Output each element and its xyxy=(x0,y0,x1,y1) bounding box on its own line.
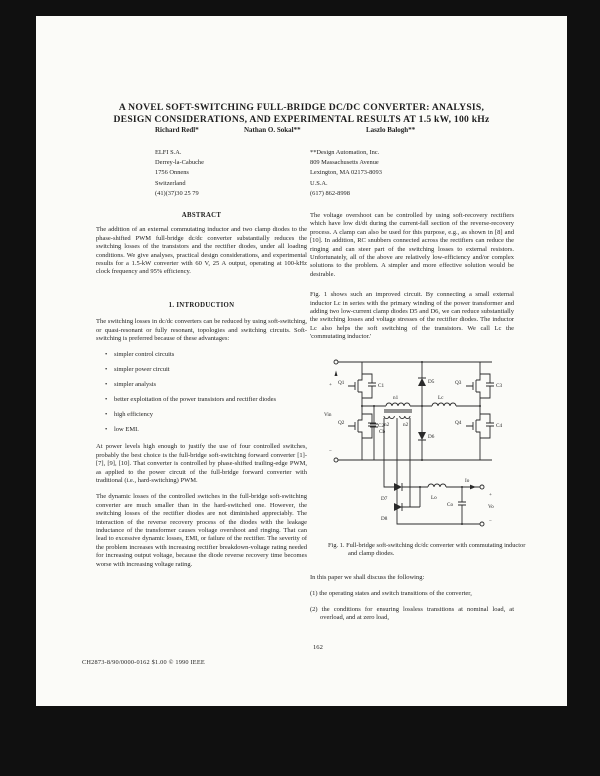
label-n2b: n2 xyxy=(403,422,409,428)
label-q2: Q2 xyxy=(338,420,345,426)
affiliation-line: 809 Massachusetts Avenue xyxy=(310,159,379,167)
affiliation-line: Lexington, MA 02173-8093 xyxy=(310,169,382,177)
intro-paragraph: The switching losses in dc/dc converters can be reduced by using soft-switching, or quasi-resonant or fully resonant, topologies and switching circuits. Soft-switching is preferred because of these advantages: xyxy=(96,318,307,343)
discussion-item: (2) the conditions for ensuring lossless transitions at nominal load, at overload, and at zero load, xyxy=(310,605,514,622)
intro-paragraph: The dynamic losses of the controlled switches in the full-bridge soft-switching converter are much smaller than in the hard-switched one. However, the switching losses of the rectifier diodes are not diminished appreciably. The interaction of the reverse recovery process of the diodes with the leakage inductance of the transformer causes voltage overshoot and ringing. That can lead to excessive dynamic losses, EMI, or failure of the rectifier. The severity of the problem increases with increasing rectifier breakdown-voltage rating needed for increasing output voltage, because the diode reverse recovery time becomes worse with increasing voltage rating. xyxy=(96,493,307,568)
label-c2: C2 xyxy=(378,423,385,429)
label-out-minus: − xyxy=(489,518,492,524)
diode-symbols xyxy=(335,371,477,512)
label-d8: D8 xyxy=(381,516,388,522)
bullet-item: • simpler power circuit xyxy=(114,366,307,374)
label-in-plus: + xyxy=(329,382,332,388)
wires-and-components xyxy=(336,362,494,524)
label-cb: Cb xyxy=(379,429,386,435)
paper-title-line1: A NOVEL SOFT-SWITCHING FULL-BRIDGE DC/DC CONVERTER: ANALYSIS, xyxy=(118,102,485,113)
label-in-minus: − xyxy=(329,448,332,454)
body-paragraph: Fig. 1 shows such an improved circuit. By connecting a small external inductor Lc in series with the primary winding of the power transformer and adding two low-current clamp diodes D5 and D6, we can reduce substantially the switching losses and voltage stresses of the rectifier diodes. The inductor Lc also helps the soft switching of the transistors. We call Lc the 'commutating inductor.' xyxy=(310,291,514,341)
label-q1: Q1 xyxy=(338,380,345,386)
affiliation-line: ELFI S.A. xyxy=(155,149,182,156)
advantages-bullet-list xyxy=(102,351,307,434)
paper-title-line2: DESIGN CONSIDERATIONS, AND EXPERIMENTAL RESULTS AT 1.5 kW, 100 kHz xyxy=(113,114,490,125)
label-n1: n1 xyxy=(393,395,399,401)
affiliation-line: U.S.A. xyxy=(310,179,328,187)
bullet-item: • simpler control circuits xyxy=(114,351,307,359)
intro-paragraph: At power levels high enough to justify the use of four controlled switches, probably the best choice is the full-bridge soft-switching forward converter [1]-[7], [9], [10]. That converter is controlled by phase-shifted trailing-edge PWM, as applied to the power circuit of the full-bridge forward converter with traditional (i.e., hard-switching) PWM. xyxy=(96,443,307,485)
label-c1: C1 xyxy=(378,383,385,389)
inductor-coils xyxy=(384,403,456,487)
figure-labels xyxy=(324,379,502,524)
abstract-heading: ABSTRACT xyxy=(181,212,222,219)
figure-1-schematic xyxy=(324,352,510,542)
introduction-heading: 1. INTRODUCTION xyxy=(168,301,235,309)
paper-sheet xyxy=(36,16,567,706)
label-io: Io xyxy=(465,478,470,484)
label-vin: Vin xyxy=(324,412,332,418)
label-c4: C4 xyxy=(496,423,503,429)
affiliation-right xyxy=(310,148,382,199)
affiliation-line: **Design Automation, Inc. xyxy=(310,149,380,156)
affiliation-line: (41)(37)30 25 79 xyxy=(155,189,199,197)
label-d5: D5 xyxy=(428,379,435,385)
body-paragraph: The voltage overshoot can be controlled by using soft-recovery rectifiers which have low di/dt during the current-fall section of the reverse-recovery process. A clamp can also be used for this purpose, e.g., as shown in [8] and [10]. In addition, RC snubbers connected across the rectifiers can reduce the ringing and can steer part of the switching losses to external resistors. Unfortunately, all of the above are relatively low-efficiency and/or complex solutions to the problem. A simpler and more effective solution would be desirable. xyxy=(310,212,514,278)
author-name: Richard Redl* xyxy=(155,126,199,134)
abstract-text: The addition of an external commutating inductor and two clamp diodes to the phase-shifted PWM full-bridge dc/dc converter substantially reduces the switching losses of the transistors and the rectifier diodes, under all loading conditions. We give analyses, practical design considerations, and experimental results for a 1.5-kW converter with 60 V, 25 A output, operating at 100-kHz clock frequency and 95% efficiency. xyxy=(96,226,307,276)
right-column xyxy=(310,212,514,342)
label-q3: Q3 xyxy=(455,380,462,386)
page-number: 162 xyxy=(313,644,323,651)
affiliation-left xyxy=(155,148,204,199)
label-lo: Lo xyxy=(431,495,437,501)
label-d6: D6 xyxy=(428,434,435,440)
bullet-item: • simpler analysis xyxy=(114,381,307,389)
discussion-item: (1) the operating states and switch transitions of the converter, xyxy=(310,590,472,598)
affiliation-line: (617) 862-8998 xyxy=(310,189,350,197)
circuit-wires xyxy=(334,360,494,526)
label-d7: D7 xyxy=(381,496,388,502)
bullet-item: • better exploitation of the power transistors and rectifier diodes xyxy=(114,396,307,404)
left-column xyxy=(96,212,307,569)
label-out-plus: + xyxy=(489,492,492,498)
discussion-block xyxy=(310,574,514,623)
label-lc: Lc xyxy=(438,395,444,401)
bullet-item: • low EMI. xyxy=(114,426,307,434)
label-q4: Q4 xyxy=(455,420,462,426)
label-c3: C3 xyxy=(496,383,503,389)
footer-copyright: CH2873-8/90/0000-0162 $1.00 © 1990 IEEE xyxy=(82,659,205,666)
terminal-circles xyxy=(334,360,484,526)
author-name: Nathan O. Sokal** xyxy=(244,126,301,134)
affiliation-line: 1756 Onnens xyxy=(155,169,189,177)
bullet-item: • high efficiency xyxy=(114,411,307,419)
figure-caption: Fig. 1. Full-bridge soft-switching dc/dc converter with commutating inductor and clamp diodes. xyxy=(328,542,526,558)
label-n2a: n2 xyxy=(384,422,390,428)
affiliation-line: Derrey-la-Cabuche xyxy=(155,159,204,167)
author-name: Laszlo Balogh** xyxy=(366,126,416,134)
affiliation-line: Switzerland xyxy=(155,179,186,187)
label-vo: Vo xyxy=(488,504,494,510)
discussion-intro: In this paper we shall discuss the following: xyxy=(310,574,425,581)
label-co: Co xyxy=(447,502,454,508)
